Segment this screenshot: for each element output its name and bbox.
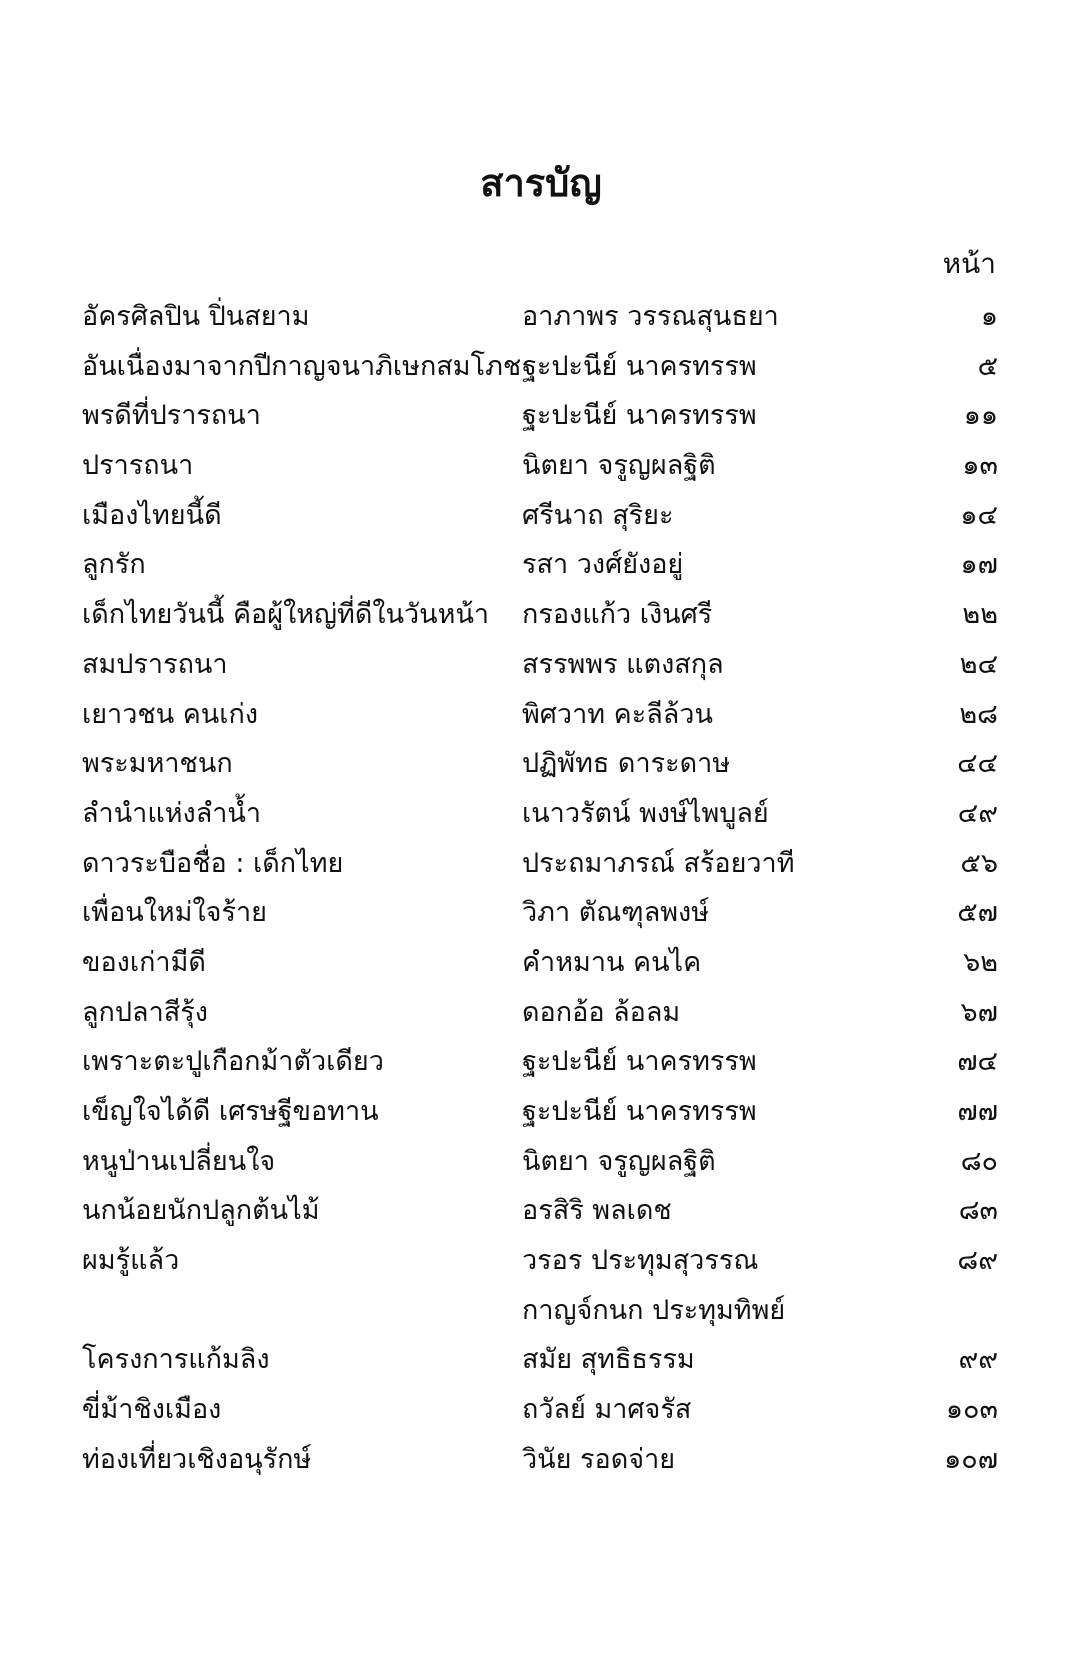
toc-entry — [82, 1291, 998, 1341]
entry-title: เด็กไทยวันนี้ คือผู้ใหญ่ที่ดีในวันหน้า — [82, 599, 490, 631]
entry-title: ลูกปลาสีรุ้ง — [82, 996, 208, 1028]
entry-title: พรดีที่ปรารถนา — [82, 400, 261, 432]
entry-page-number: ๕ — [977, 350, 998, 382]
entry-page-number: ๖๒ — [963, 946, 998, 978]
toc-entry — [82, 794, 998, 844]
entry-title: ท่องเที่ยวเชิงอนุรักษ์ — [82, 1443, 312, 1475]
entry-author: กรองแก้ว เงินศรี — [522, 599, 713, 631]
toc-entry — [82, 844, 998, 894]
toc-entry — [82, 396, 998, 446]
toc-entry — [82, 1390, 998, 1440]
entry-title: โครงการแก้มลิง — [82, 1344, 270, 1376]
entry-author: ฐะปะนีย์ นาครทรรพ — [522, 1046, 757, 1078]
entry-author: เนาวรัตน์ พงษ์ไพบูลย์ — [522, 797, 769, 829]
entry-title: ของเก่ามีดี — [82, 946, 206, 978]
entry-author: วินัย รอดจ่าย — [522, 1443, 676, 1475]
entry-title: เมืองไทยนี้ดี — [82, 499, 222, 531]
entry-author: รสา วงศ์ยังอยู่ — [522, 549, 684, 581]
entry-author: วิภา ตัณฑุลพงษ์ — [522, 897, 710, 929]
entry-title: เพราะตะปูเกือกม้าตัวเดียว — [82, 1046, 384, 1078]
entry-title: ปรารถนา — [82, 450, 194, 482]
entry-page-number: ๘๐ — [960, 1145, 998, 1177]
toc-entry — [82, 744, 998, 794]
entry-author: คำหมาน คนไค — [522, 946, 702, 978]
entry-author: ฐะปะนีย์ นาครทรรพ — [522, 400, 757, 432]
entry-page-number: ๙๙ — [958, 1344, 998, 1376]
toc-entry — [82, 545, 998, 595]
entry-page-number: ๑๓ — [962, 450, 998, 482]
entry-page-number: ๖๗ — [960, 996, 998, 1028]
entry-title: สมปรารถนา — [82, 648, 228, 680]
toc-entry — [82, 496, 998, 546]
toc-entry — [82, 446, 998, 496]
entry-page-number: ๕๖ — [960, 847, 998, 879]
page-title: สารบัญ — [480, 161, 602, 205]
entry-title: อันเนื่องมาจากปีกาญจนาภิเษกสมโภช — [82, 350, 522, 382]
entry-page-number: ๑๐๓ — [945, 1394, 998, 1426]
toc-entry — [82, 1042, 998, 1092]
entry-page-number: ๕๗ — [957, 897, 998, 929]
entry-author: ปฏิพัทธ ดาระดาษ — [522, 748, 731, 780]
toc-entry — [82, 645, 998, 695]
toc-entry — [82, 943, 998, 993]
toc-entry — [82, 1191, 998, 1241]
entry-page-number: ๗๗ — [957, 1096, 998, 1127]
entry-page-number: ๑๑ — [963, 400, 998, 432]
toc-entry — [82, 695, 998, 745]
entry-author: สรรพพร แตงสกุล — [522, 648, 724, 680]
table-of-contents — [82, 297, 998, 1490]
entry-author: พิศวาท คะลีล้วน — [522, 698, 713, 730]
entry-page-number: ๒๔ — [959, 648, 998, 680]
entry-title: ลำนำแห่งลำน้ำ — [82, 797, 262, 829]
entry-title: เข็ญใจได้ดี เศรษฐีขอทาน — [82, 1096, 379, 1127]
toc-entry — [82, 1142, 998, 1192]
entry-title: นกน้อยนักปลูกต้นไม้ — [82, 1195, 320, 1227]
toc-entry — [82, 297, 998, 347]
toc-entry — [82, 347, 998, 397]
toc-entry — [82, 893, 998, 943]
entry-author: กาญจ์กนก ประทุมทิพย์ — [522, 1294, 786, 1326]
entry-page-number: ๘๙ — [957, 1245, 998, 1277]
entry-page-number: ๔๔ — [957, 748, 998, 780]
entry-author: อรสิริ พลเดช — [522, 1195, 672, 1227]
entry-author: วรอร ประทุมสุวรรณ — [522, 1245, 759, 1277]
entry-author: ฐะปะนีย์ นาครทรรพ — [522, 350, 757, 382]
entry-page-number: ๑๗ — [960, 549, 998, 581]
entry-title: ผมรู้แล้ว — [82, 1245, 180, 1277]
entry-author: ฐะปะนีย์ นาครทรรพ — [522, 1096, 757, 1127]
entry-page-number: ๘๓ — [958, 1195, 998, 1227]
entry-page-number: ๗๔ — [957, 1046, 998, 1078]
entry-title: ขี่ม้าชิงเมือง — [82, 1394, 222, 1426]
entry-title: ดาวระบือชื่อ : เด็กไทย — [82, 847, 344, 879]
entry-page-number: ๒๒ — [962, 599, 998, 631]
entry-author: อาภาพร วรรณสุนธยา — [522, 301, 779, 332]
page-column-header: หน้า — [942, 247, 996, 280]
entry-title: เยาวชน คนเก่ง — [82, 698, 259, 730]
entry-page-number: ๒๘ — [959, 698, 998, 730]
entry-title: เพื่อนใหม่ใจร้าย — [82, 897, 267, 929]
entry-page-number: ๑๔ — [960, 499, 998, 531]
toc-entry — [82, 1092, 998, 1142]
entry-author: ประถมาภรณ์ สร้อยวาที — [522, 847, 795, 879]
entry-author: นิตยา จรูญผลฐิติ — [522, 450, 716, 482]
entry-author: นิตยา จรูญผลฐิติ — [522, 1145, 716, 1177]
toc-entry — [82, 1241, 998, 1291]
toc-entry — [82, 1340, 998, 1390]
entry-page-number: ๑ — [980, 301, 998, 332]
toc-entry — [82, 595, 998, 645]
entry-author: สมัย สุทธิธรรม — [522, 1344, 695, 1376]
toc-entry — [82, 993, 998, 1043]
entry-title: หนูป่านเปลี่ยนใจ — [82, 1145, 276, 1177]
entry-title: อัครศิลปิน ปิ่นสยาม — [82, 301, 310, 332]
toc-entry — [82, 1440, 998, 1490]
entry-author: ถวัลย์ มาศจรัส — [522, 1394, 692, 1426]
entry-page-number: ๑๐๗ — [944, 1443, 998, 1475]
entry-page-number: ๔๙ — [957, 797, 998, 829]
entry-title: ลูกรัก — [82, 549, 146, 581]
entry-title: พระมหาชนก — [82, 748, 233, 780]
entry-author: ดอกอ้อ ล้อลม — [522, 996, 681, 1028]
entry-author: ศรีนาถ สุริยะ — [522, 499, 674, 531]
